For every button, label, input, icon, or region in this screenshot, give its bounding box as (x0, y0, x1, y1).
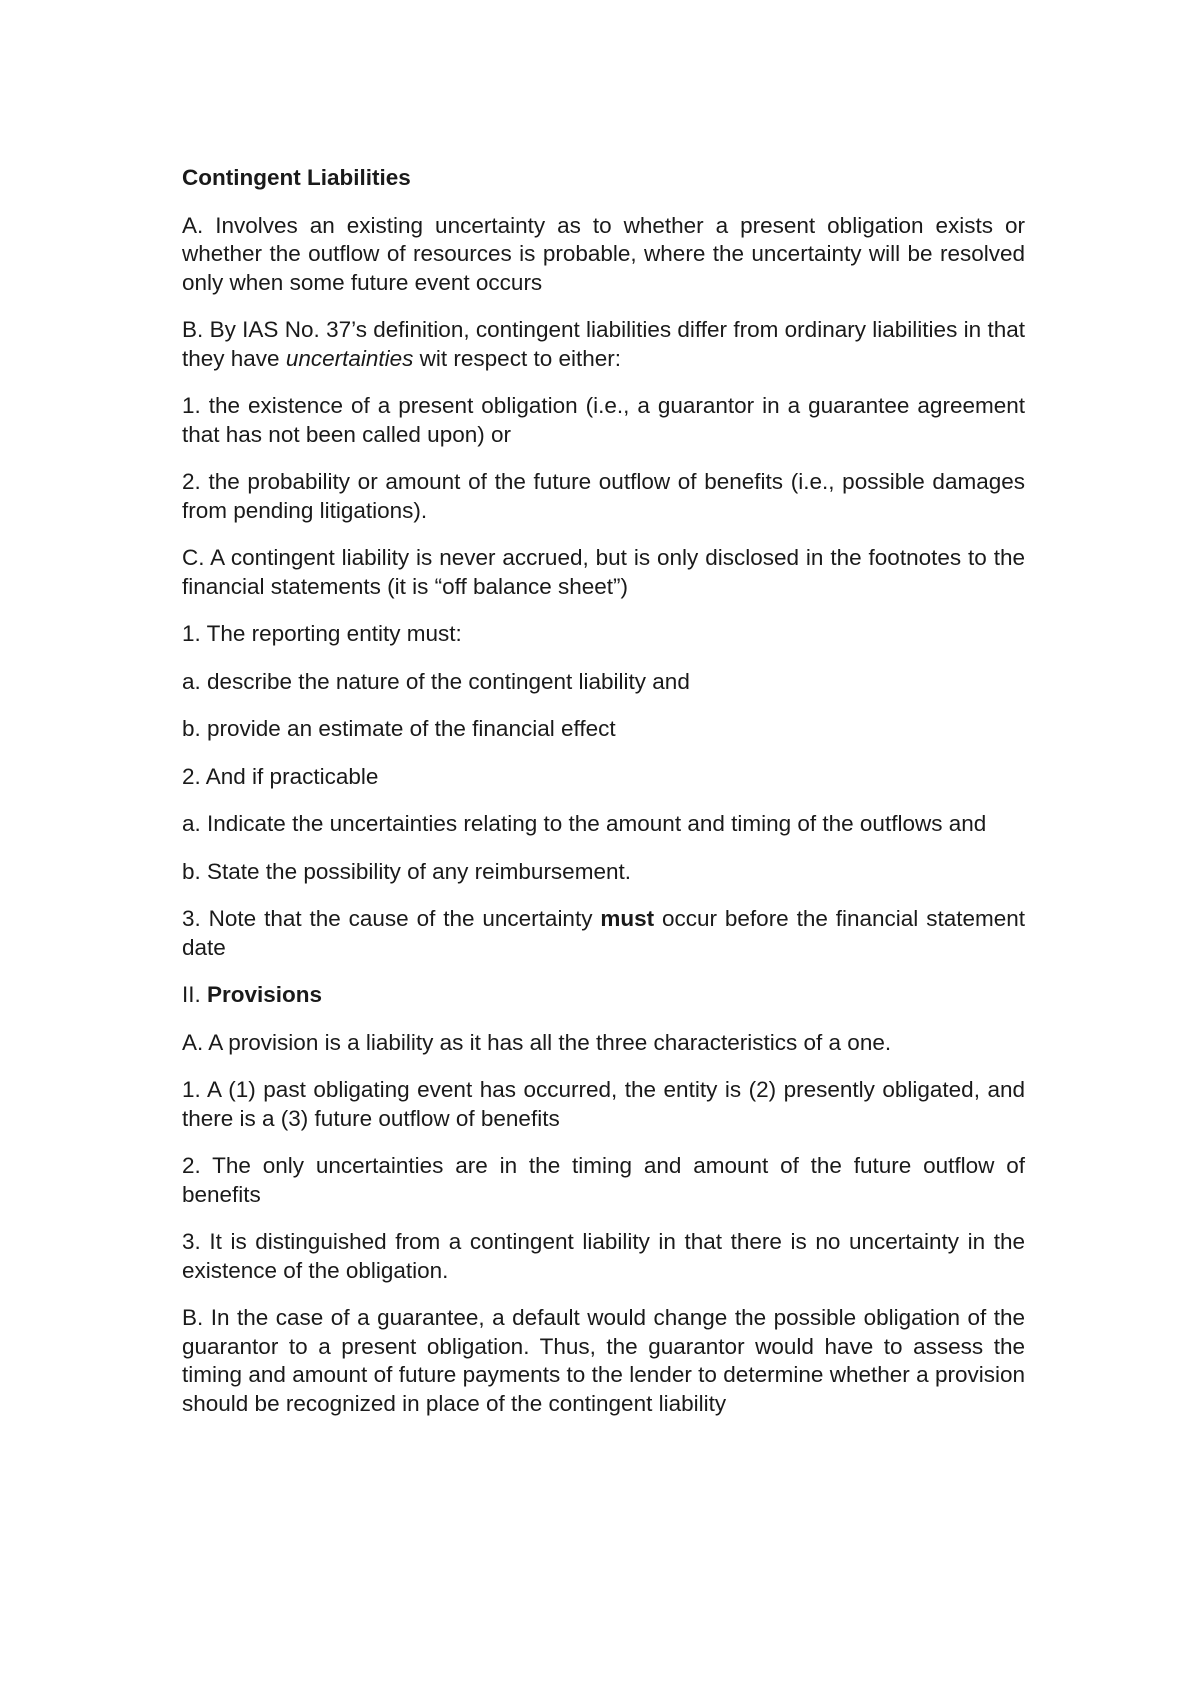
paragraph-c1: 1. The reporting entity must: (182, 621, 462, 646)
provisions-paragraph-b: B. In the case of a guarantee, a default would change the possible obligation of the guarantor to a present obligation. Thus, the guarantor would have to assess the timing and amount of future payments to the lender to determine whether a provision should be recognized in place of the contingent liability (182, 1305, 1025, 1416)
paragraph-b (182, 316, 1025, 373)
section-number: II. (182, 982, 208, 1007)
paragraph-b-text: B. By IAS No. 37’s definition, contingent liabilities differ from ordinary liabilities in that they have (182, 317, 1025, 371)
paragraph-b-emphasis: uncertainties (285, 345, 414, 371)
provisions-paragraph-a2: 2. The only uncertainties are in the timing and amount of the future outflow of benefits (182, 1153, 1025, 1207)
paragraph-c3-text-end: occur before the financial statement date (182, 906, 1025, 960)
paragraph-c3-text: 3. Note that the cause of the uncertainty (182, 906, 601, 931)
paragraph-c1b: b. provide an estimate of the financial effect (182, 716, 616, 741)
paragraph-b-text-end: wit respect to either: (413, 345, 621, 371)
page-title: Contingent Liabilities (182, 165, 411, 190)
paragraph-c2: 2. And if practicable (182, 763, 379, 789)
section-heading-provisions (182, 981, 1025, 1010)
provisions-paragraph-a: A. A provision is a liability as it has all the three characteristics of a one. (182, 1029, 892, 1055)
paragraph-c3 (182, 905, 1025, 962)
section-title: Provisions (207, 982, 323, 1007)
document-body (182, 164, 1025, 1437)
paragraph-c3-strong: must (600, 906, 655, 931)
paragraph-c: C. A contingent liability is never accrued, but is only disclosed in the footnotes to the financial statements (it is “off balance sheet”) (182, 545, 1025, 599)
paragraph-a: A. Involves an existing uncertainty as to whether a present obligation exists or whether the outflow of resources is probable, where the uncertainty will be resolved only when some future event occurs (182, 212, 1025, 295)
paragraph-c2a: a. Indicate the uncertainties relating to the amount and timing of the outflows and (182, 811, 987, 836)
paragraph-c1a: a. describe the nature of the contingent liability and (182, 668, 690, 694)
paragraph-b1: 1. the existence of a present obligation (i.e., a guarantor in a guarantee agreement that has not been called upon) or (182, 393, 1025, 447)
paragraph-c2b: b. State the possibility of any reimbursement. (182, 858, 631, 884)
paragraph-b2: 2. the probability or amount of the future outflow of benefits (i.e., possible damages from pending litigations). (182, 469, 1025, 523)
provisions-paragraph-a1: 1. A (1) past obligating event has occurred, the entity is (2) presently obligated, and there is a (3) future outflow of benefits (182, 1077, 1025, 1131)
provisions-paragraph-a3: 3. It is distinguished from a contingent liability in that there is no uncertainty in the existence of the obligation. (182, 1229, 1025, 1283)
